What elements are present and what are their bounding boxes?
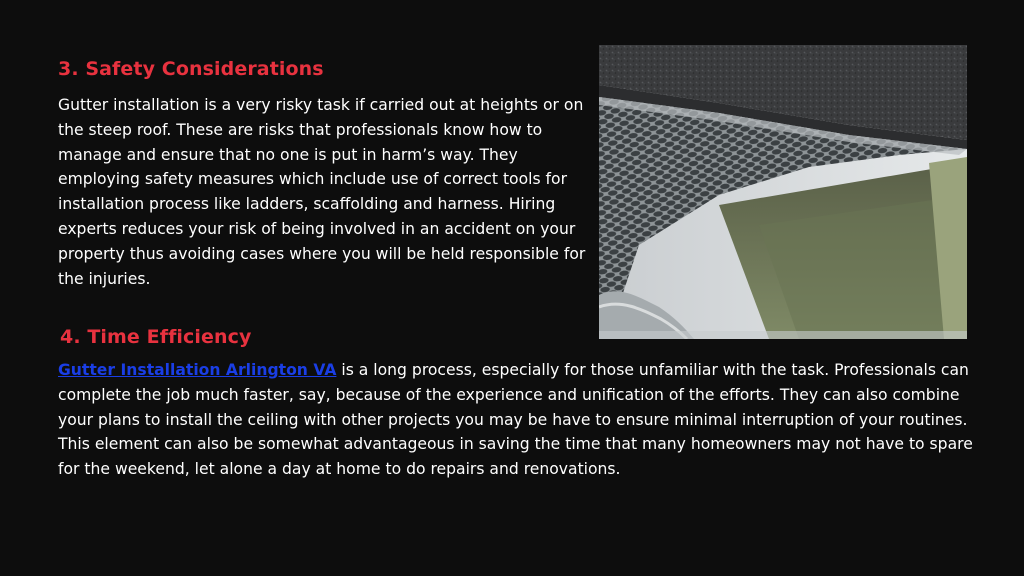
section-4-heading: 4. Time Efficiency bbox=[60, 326, 252, 348]
gutter-guard-photo bbox=[599, 45, 967, 339]
section-3-heading: 3. Safety Considerations bbox=[58, 58, 324, 80]
section-3-body: Gutter installation is a very risky task if carried out at heights or on the steep roof. These are risks that professionals know how to manage and ensure that no one is put in harm’s way. They employing safety measures which include use of correct tools for installation process like ladders, scaffolding and harness. Hiring experts reduces your risk of being involved in an accident on your property thus avoiding cases where you will be held responsible for the injuries. bbox=[58, 96, 586, 288]
section-4-body-text: is a long process, especially for those unfamiliar with the task. Professionals can complete the job much faster, say, because of the experience and unification of the efforts. They can also combine your plans to install the ceiling with other projects you may be have to ensure minimal interruption of your routines. This element can also be somewhat advantageous in saving the time that many homeowners may not have to spare for the weekend, let alone a day at home to do repairs and renovations. bbox=[58, 361, 973, 479]
section-4-body bbox=[58, 358, 978, 482]
gutter-installation-link[interactable]: Gutter Installation Arlington VA bbox=[58, 361, 337, 379]
